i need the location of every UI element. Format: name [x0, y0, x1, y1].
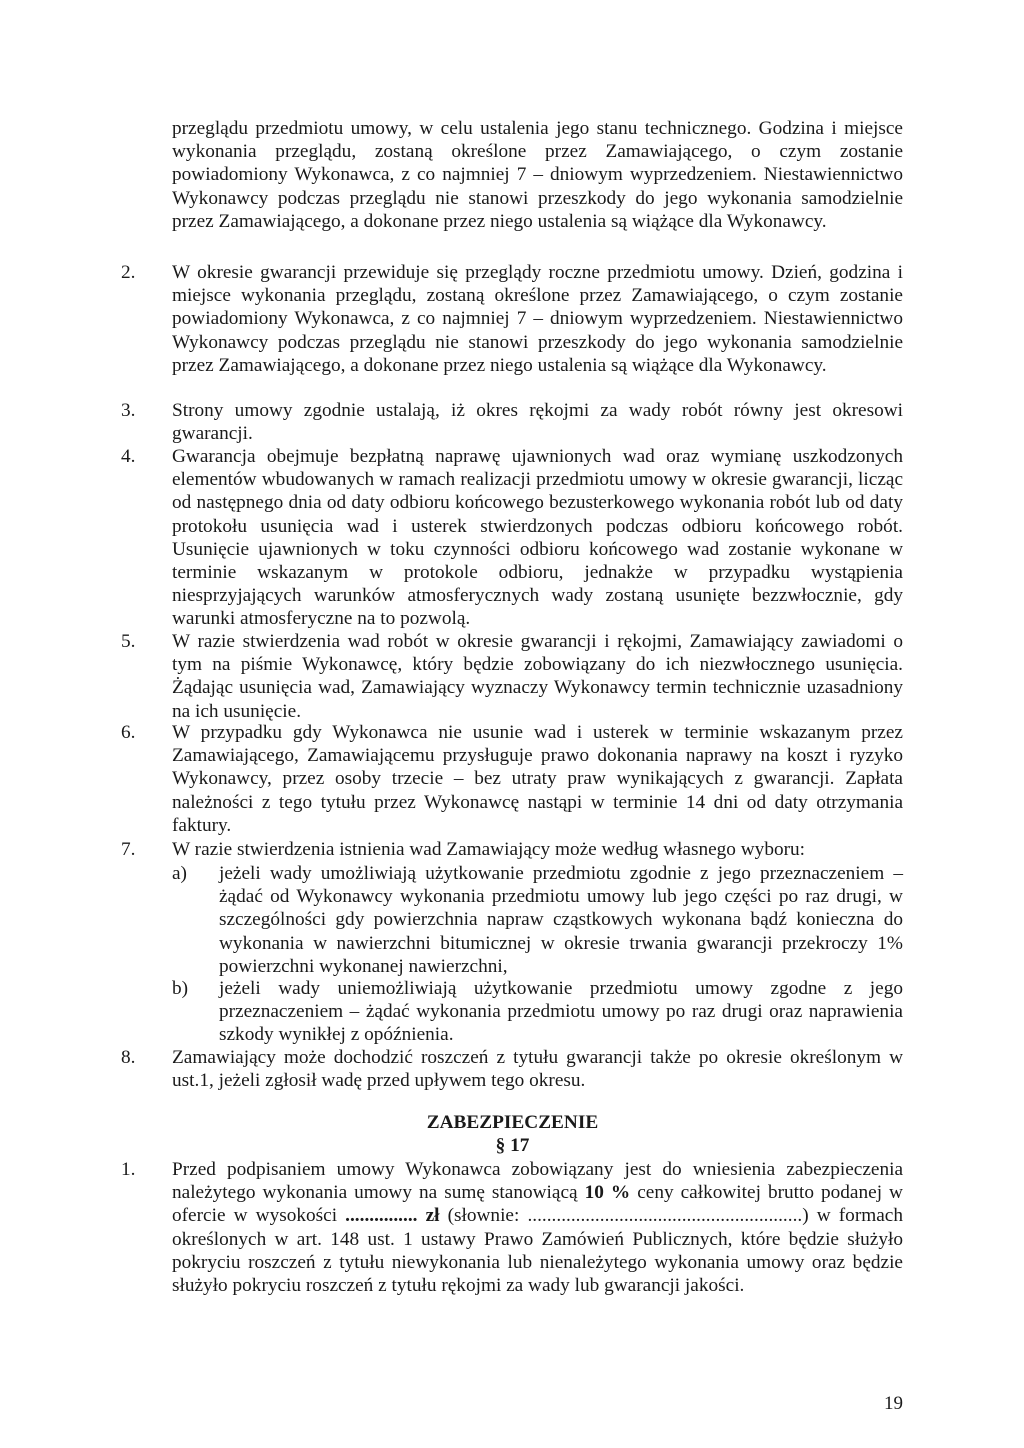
item-3-text: Strony umowy zgodnie ustalają, iż okres rękojmi za wady robót równy jest okresowi gwarancji. [172, 400, 903, 445]
subitem-b-text: jeżeli wady uniemożliwiają użytkowanie przedmiotu umowy zgodne z jego przeznaczeniem – żądać wykonania przedmiotu umowy po raz drugi oraz naprawienia szkody wynikłej z opóźnienia. [219, 978, 903, 1046]
section-paragraph-number: § 17 [495, 1135, 530, 1156]
section-title: ZABEZPIECZENIE [426, 1112, 599, 1133]
item-6-text: W przypadku gdy Wykonawca nie usunie wad i usterek w terminie wskazanym przez Zamawiającego, Zamawiającemu przysługuje prawo dokonania naprawy na koszt i ryzyko Wykonawcy, przez osoby trzecie – bez utraty praw wynikających z gwarancji. Zapłata należności z tego tytułu przez Wykonawcę nastąpi w terminie 14 dni od daty otrzymania faktury. [172, 722, 903, 836]
item-4-number: 4. [121, 446, 136, 467]
subitem-b-letter: b) [172, 978, 189, 999]
section-item-1-part2: ceny całkowitej brutto podanej w ofercie w wysokości [172, 1182, 903, 1227]
subitem-a-text: jeżeli wady umożliwiają użytkowanie przedmiotu zgodnie z jego przeznaczeniem – żądać od Wykonawcy wykonania przedmiotu umowy lub jego części po raz drugi, w szczególności gdy powierzchnia napraw cząstkowych wykonana bądź konieczna do wykonania w nawierzchni bitumicznej w okresie trwania gwarancji przekroczy 1% powierzchni wykonanej nawierzchni, [219, 863, 903, 977]
item-8-text: Zamawiający może dochodzić roszczeń z tytułu gwarancji także po okresie określonym w ust.1, jeżeli zgłosił wadę przed upływem tego okresu. [172, 1047, 903, 1092]
section-item-1-part3: (słownie: .........................................................) w formach określonych w art. 148 ust. 1 ustawy Prawo Zamówień Publicznych, które będzie służyło pokryciu roszczeń z tytułu niewykonania lub nienależytego wykonania umowy oraz będzie służyło pokryciu roszczeń z tytułu rękojmi za wady lub gwarancji jakości. [172, 1205, 903, 1297]
item-8-number: 8. [121, 1047, 136, 1068]
guarantee-amount-blank: ............... zł [345, 1205, 440, 1227]
item-3-number: 3. [121, 400, 136, 421]
item-1-continuation: przeglądu przedmiotu umowy, w celu ustalenia jego stanu technicznego. Godzina i miejsce wykonania przeglądu, zostaną określone przez Zamawiającego, o czym zostanie powiadomiony Wykonawca, z co najmniej 7 – dniowym wyprzedzeniem. Niestawiennictwo Wykonawcy podczas przeglądu nie stanowi przeszkody do jego wykonania samodzielnie przez Zamawiającego, a dokonane przez niego ustalenia są wiążące dla Wykonawcy. [172, 118, 903, 232]
subitem-a-letter: a) [172, 863, 187, 884]
section-item-1-part1: Przed podpisaniem umowy Wykonawca zobowiązany jest do wniesienia zabezpieczenia należytego wykonania umowy na sumę stanowiącą [172, 1159, 903, 1204]
item-7-number: 7. [121, 839, 136, 860]
item-2-text: W okresie gwarancji przewiduje się przeglądy roczne przedmiotu umowy. Dzień, godzina i miejsce wykonania przeglądu, zostaną określone przez Zamawiającego, o czym zostanie powiadomiony Wykonawca, z co najmniej 7 – dniowym wyprzedzeniem. Niestawiennictwo Wykonawcy podczas przeglądu nie stanowi przeszkody do jego wykonania samodzielnie przez Zamawiającego, a dokonane przez niego ustalenia są wiążące dla Wykonawcy. [172, 262, 903, 376]
item-4-text: Gwarancja obejmuje bezpłatną naprawę ujawnionych wad oraz wymianę uszkodzonych elementów wbudowanych w ramach realizacji przedmiotu umowy w okresie gwarancji, licząc od następnego dnia od daty odbioru końcowego bezusterkowego wykonania robót lub od daty protokołu usunięcia wad i usterek stwierdzonych podczas odbioru końcowego robót. Usunięcie ujawnionych w toku czynności odbioru końcowego wad zostanie wykonane w terminie wskazanym w protokole odbioru, jednakże w przypadku wystąpienia niesprzyjających warunków atmosferycznych wady zostaną usunięte bezzwłocznie, gdy warunki atmosferyczne na to pozwolą. [172, 446, 903, 630]
page-number: 19 [884, 1393, 903, 1414]
guarantee-percent: 10 % [584, 1182, 631, 1204]
section-item-1-text [172, 1158, 903, 1297]
item-6-number: 6. [121, 722, 136, 743]
item-7-text: W razie stwierdzenia istnienia wad Zamawiający może według własnego wyboru: [172, 839, 806, 860]
item-5-number: 5. [121, 631, 136, 652]
item-5-text: W razie stwierdzenia wad robót w okresie gwarancji i rękojmi, Zamawiający zawiadomi o tym na piśmie Wykonawcę, który będzie zobowiązany do ich niezwłocznego usunięcia. Żądając usunięcia wad, Zamawiający wyznaczy Wykonawcy termin technicznie uzasadniony na ich usunięcie. [172, 631, 903, 722]
item-2-number: 2. [121, 262, 136, 283]
section-item-1-number: 1. [121, 1159, 136, 1180]
